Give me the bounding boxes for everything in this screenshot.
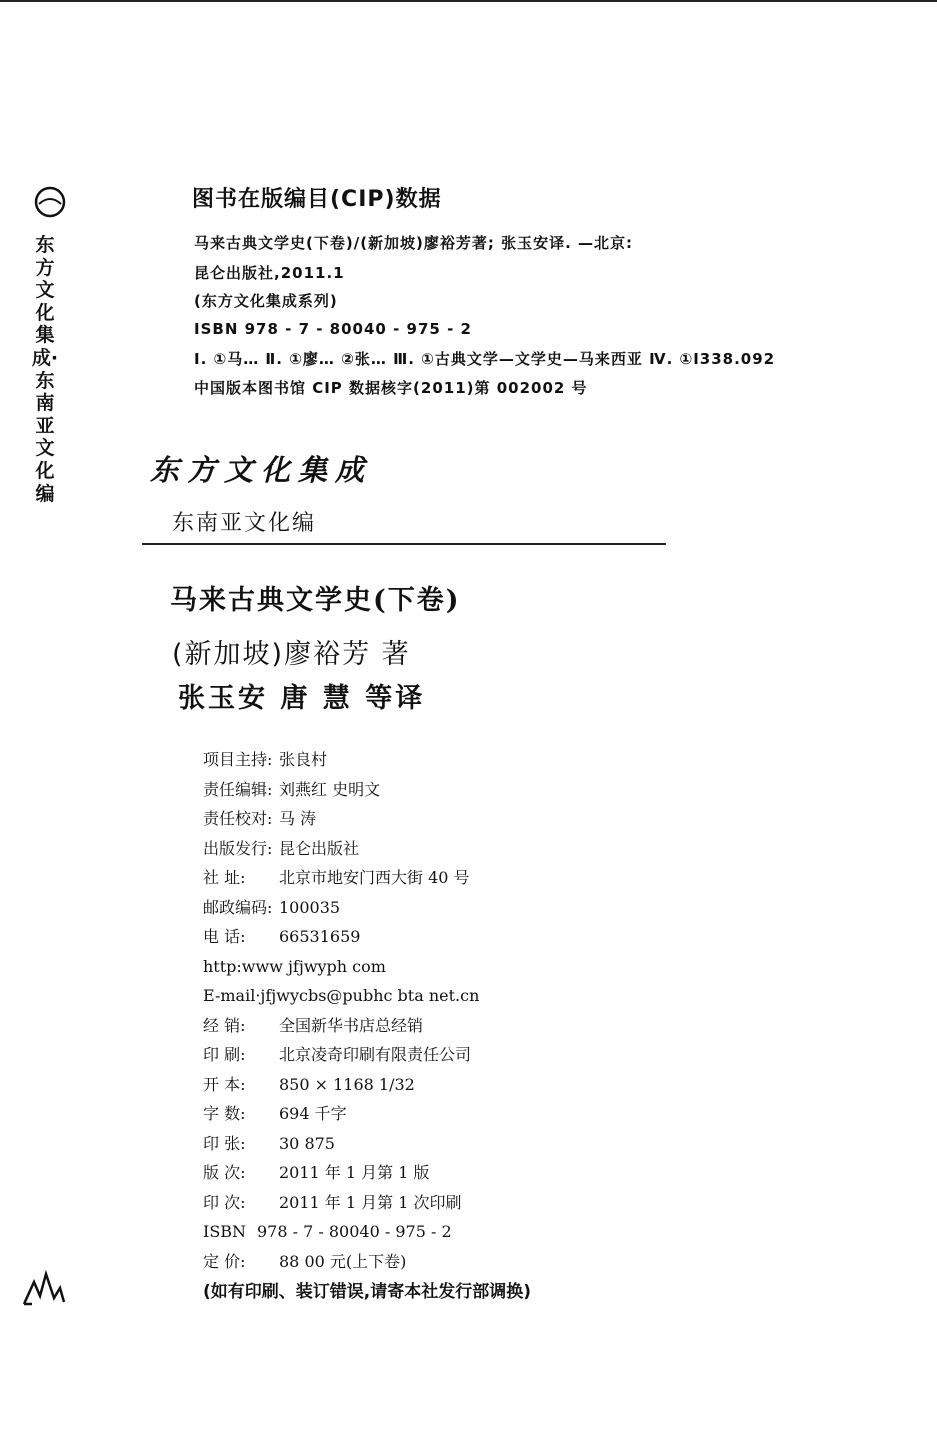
colophon-row: E-mail·jfjwycbs@pubhc bta net.cn — [203, 986, 480, 1005]
colophon-row: 经 销: 全国新华书店总经销 — [203, 1015, 424, 1035]
colophon-row: 邮政编码: 100035 — [203, 897, 341, 917]
series-subtitle: 东南亚文化编 — [172, 511, 317, 536]
book-author: (新加坡)廖裕芳 著 — [172, 639, 411, 670]
colophon-row: 印 刷: 北京凌奇印刷有限责任公司 — [203, 1045, 472, 1064]
cip-line: ISBN 978 - 7 - 80040 - 975 - 2 — [194, 320, 472, 338]
cip-line: I. ①马… Ⅱ. ①廖… ②张… Ⅲ. ①古典文学—文学史—马来西亚 Ⅳ. ①I338.092 — [194, 350, 776, 368]
colophon-row: 社 址: 北京市地安门西大街 40 号 — [203, 868, 470, 887]
book-translators: 张玉安 唐 慧 等译 — [178, 683, 426, 714]
replacement-notice: (如有印刷、装订错误,请寄本社发行部调换) — [203, 1282, 531, 1302]
book-title: 马来古典文学史(下卷) — [170, 585, 461, 616]
cip-line: 昆仑出版社,2011.1 — [194, 264, 345, 282]
cip-line: (东方文化集成系列) — [194, 292, 338, 310]
colophon-row: 出版发行: 昆仑出版社 — [203, 838, 360, 858]
top-border — [0, 0, 937, 2]
cip-heading: 图书在版编目(CIP)数据 — [192, 187, 442, 212]
colophon-row: 开 本: 850 × 1168 1/32 — [203, 1074, 415, 1094]
colophon-row: 责任校对: 马 涛 — [203, 809, 317, 828]
colophon-row: 版 次: 2011 年 1 月第 1 版 — [203, 1163, 430, 1182]
colophon-row: 电 话: 66531659 — [203, 927, 361, 946]
cip-line: 中国版本图书馆 CIP 数据核字(2011)第 002002 号 — [194, 379, 588, 397]
circle-logo-icon — [34, 186, 66, 218]
colophon-row: 印 张: 30 875 — [203, 1133, 335, 1153]
colophon-row: 定 价: 88 00 元(上下卷) — [203, 1251, 407, 1271]
spine-title: 东方文化集成·东南亚文化编 — [31, 234, 59, 505]
mountain-logo-icon — [22, 1268, 66, 1308]
colophon-row: 字 数: 694 千字 — [203, 1104, 347, 1123]
series-divider — [142, 543, 666, 545]
series-title: 东方文化集成 — [150, 453, 373, 487]
colophon-row: ISBN 978 - 7 - 80040 - 975 - 2 — [203, 1222, 452, 1241]
colophon-row: http:www jfjwyph com — [203, 956, 386, 976]
colophon-row: 责任编辑: 刘燕红 史明文 — [203, 779, 381, 799]
cip-line: 马来古典文学史(下卷)/(新加坡)廖裕芳著; 张玉安译. —北京: — [194, 234, 634, 252]
colophon-row: 项目主持: 张良村 — [203, 750, 328, 769]
colophon-row: 印 次: 2011 年 1 月第 1 次印刷 — [203, 1192, 462, 1212]
